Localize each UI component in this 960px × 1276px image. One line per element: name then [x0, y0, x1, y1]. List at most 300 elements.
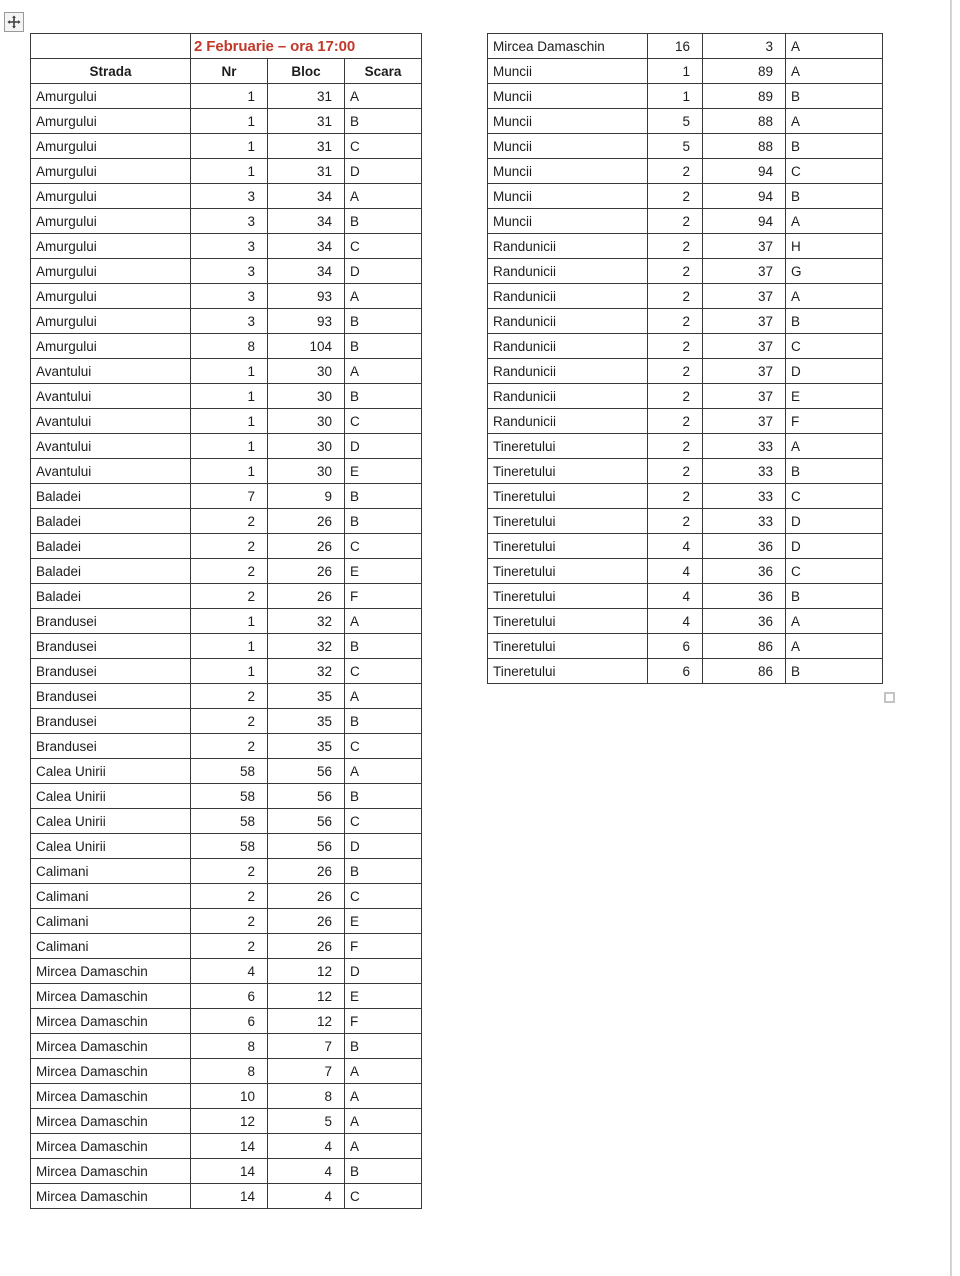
cell-strada: Randunicii: [488, 334, 648, 359]
cell-bloc: 36: [703, 609, 786, 634]
cell-scara: A: [345, 1084, 422, 1109]
cell-nr: 14: [191, 1159, 268, 1184]
cell-bloc: 37: [703, 284, 786, 309]
cell-bloc: 26: [268, 934, 345, 959]
cell-strada: Randunicii: [488, 259, 648, 284]
table-row: [488, 509, 883, 534]
cell-strada: Baladei: [31, 559, 191, 584]
table-row: [31, 384, 422, 409]
cell-scara: B: [786, 184, 883, 209]
table-row: [31, 659, 422, 684]
cell-bloc: 56: [268, 784, 345, 809]
cell-scara: C: [786, 484, 883, 509]
cell-scara: A: [345, 84, 422, 109]
cell-strada: Avantului: [31, 384, 191, 409]
cell-bloc: 37: [703, 259, 786, 284]
cell-bloc: 35: [268, 684, 345, 709]
cell-bloc: 26: [268, 509, 345, 534]
cell-bloc: 94: [703, 184, 786, 209]
table-move-handle-icon[interactable]: [4, 12, 24, 32]
cell-bloc: 35: [268, 734, 345, 759]
table-row: [31, 559, 422, 584]
cell-scara: D: [786, 509, 883, 534]
cell-strada: Randunicii: [488, 284, 648, 309]
table-row: [31, 84, 422, 109]
cell-strada: Mircea Damaschin: [488, 34, 648, 59]
cell-strada: Tineretului: [488, 459, 648, 484]
table-row: [488, 459, 883, 484]
page-edge-divider: [950, 0, 952, 1276]
cell-scara: C: [345, 534, 422, 559]
cell-bloc: 3: [703, 34, 786, 59]
table-row: [31, 909, 422, 934]
cell-bloc: 12: [268, 1009, 345, 1034]
cell-nr: 2: [648, 459, 703, 484]
table-row: [31, 1084, 422, 1109]
table-right-body: [488, 34, 883, 684]
cell-strada: Muncii: [488, 109, 648, 134]
cell-nr: 2: [648, 434, 703, 459]
table-row: [31, 1059, 422, 1084]
cell-scara: D: [786, 534, 883, 559]
cell-scara: A: [786, 59, 883, 84]
cell-bloc: 30: [268, 459, 345, 484]
table-row: [488, 659, 883, 684]
column-header-strada: Strada: [31, 59, 191, 84]
cell-strada: Amurgului: [31, 209, 191, 234]
table-row: [488, 584, 883, 609]
cell-strada: Tineretului: [488, 659, 648, 684]
cell-scara: A: [786, 284, 883, 309]
cell-strada: Amurgului: [31, 309, 191, 334]
table-row: [31, 209, 422, 234]
cell-scara: E: [345, 984, 422, 1009]
table-row: [488, 109, 883, 134]
table-row: [31, 234, 422, 259]
table-row: [31, 509, 422, 534]
cell-bloc: 35: [268, 709, 345, 734]
cell-nr: 4: [648, 609, 703, 634]
cell-scara: A: [345, 1134, 422, 1159]
cell-strada: Mircea Damaschin: [31, 959, 191, 984]
table-row: [488, 284, 883, 309]
cell-scara: B: [345, 109, 422, 134]
cell-nr: 2: [191, 934, 268, 959]
cell-scara: F: [345, 934, 422, 959]
cell-strada: Amurgului: [31, 109, 191, 134]
cell-nr: 14: [191, 1184, 268, 1209]
cell-scara: B: [345, 334, 422, 359]
cell-nr: 2: [191, 509, 268, 534]
table-left-body: [31, 34, 422, 1209]
cell-strada: Muncii: [488, 84, 648, 109]
cell-strada: Muncii: [488, 209, 648, 234]
cell-nr: 2: [191, 734, 268, 759]
cell-bloc: 31: [268, 84, 345, 109]
table-row: [488, 34, 883, 59]
cell-bloc: 26: [268, 859, 345, 884]
cell-bloc: 33: [703, 509, 786, 534]
table-row: [31, 459, 422, 484]
cell-nr: 2: [191, 584, 268, 609]
cell-scara: C: [345, 409, 422, 434]
cell-strada: Mircea Damaschin: [31, 1009, 191, 1034]
cell-bloc: 56: [268, 834, 345, 859]
table-row: [31, 1159, 422, 1184]
cell-nr: 8: [191, 1034, 268, 1059]
table-row: [488, 334, 883, 359]
cell-nr: 2: [191, 884, 268, 909]
cell-scara: D: [345, 834, 422, 859]
cell-scara: C: [345, 734, 422, 759]
cell-strada: Calimani: [31, 909, 191, 934]
cell-scara: B: [345, 784, 422, 809]
table-row: [488, 259, 883, 284]
cell-bloc: 30: [268, 359, 345, 384]
cell-nr: 3: [191, 234, 268, 259]
cell-nr: 1: [191, 384, 268, 409]
cell-strada: Amurgului: [31, 84, 191, 109]
cell-scara: B: [345, 209, 422, 234]
cell-scara: A: [345, 359, 422, 384]
cell-strada: Muncii: [488, 59, 648, 84]
cell-scara: C: [786, 159, 883, 184]
table-row: [31, 859, 422, 884]
cell-strada: Amurgului: [31, 259, 191, 284]
cell-bloc: 31: [268, 159, 345, 184]
cell-nr: 1: [191, 409, 268, 434]
cell-strada: Tineretului: [488, 509, 648, 534]
table-row: [31, 959, 422, 984]
cell-nr: 5: [648, 109, 703, 134]
cell-bloc: 37: [703, 334, 786, 359]
cell-nr: 4: [648, 584, 703, 609]
cell-bloc: 32: [268, 659, 345, 684]
cell-scara: B: [786, 584, 883, 609]
cell-bloc: 26: [268, 584, 345, 609]
cell-scara: B: [786, 309, 883, 334]
cell-bloc: 32: [268, 634, 345, 659]
cell-scara: C: [786, 334, 883, 359]
cell-strada: Baladei: [31, 584, 191, 609]
cell-bloc: 8: [268, 1084, 345, 1109]
cell-nr: 2: [648, 409, 703, 434]
cell-strada: Baladei: [31, 484, 191, 509]
cell-strada: Brandusei: [31, 609, 191, 634]
cell-scara: C: [345, 659, 422, 684]
table-row: [31, 159, 422, 184]
cell-scara: B: [786, 134, 883, 159]
cell-strada: Muncii: [488, 159, 648, 184]
cell-nr: 2: [648, 159, 703, 184]
table-row: [31, 984, 422, 1009]
cell-bloc: 94: [703, 159, 786, 184]
cell-nr: 2: [648, 284, 703, 309]
cell-scara: B: [786, 459, 883, 484]
cell-strada: Amurgului: [31, 234, 191, 259]
table-row: [31, 1184, 422, 1209]
cell-scara: A: [786, 34, 883, 59]
cell-strada: Calea Unirii: [31, 809, 191, 834]
cell-bloc: 12: [268, 959, 345, 984]
cell-strada: Brandusei: [31, 709, 191, 734]
cell-strada: Tineretului: [488, 584, 648, 609]
cell-nr: 3: [191, 309, 268, 334]
cell-strada: Baladei: [31, 509, 191, 534]
cell-scara: A: [345, 284, 422, 309]
table-row: [31, 184, 422, 209]
cell-nr: 6: [648, 634, 703, 659]
cell-scara: F: [345, 1009, 422, 1034]
cell-nr: 12: [191, 1109, 268, 1134]
cell-scara: B: [345, 509, 422, 534]
cell-strada: Calea Unirii: [31, 784, 191, 809]
cell-bloc: 12: [268, 984, 345, 1009]
cell-bloc: 26: [268, 559, 345, 584]
cell-nr: 6: [191, 984, 268, 1009]
cell-bloc: 26: [268, 884, 345, 909]
cell-scara: C: [345, 809, 422, 834]
cell-nr: 4: [648, 559, 703, 584]
cell-scara: E: [345, 559, 422, 584]
column-header-bloc: Bloc: [268, 59, 345, 84]
table-row: [488, 559, 883, 584]
table-row: [31, 834, 422, 859]
cell-nr: 16: [648, 34, 703, 59]
cell-nr: 2: [648, 309, 703, 334]
cell-bloc: 34: [268, 184, 345, 209]
cell-nr: 58: [191, 784, 268, 809]
cell-strada: Randunicii: [488, 309, 648, 334]
cell-scara: E: [786, 384, 883, 409]
cell-strada: Brandusei: [31, 634, 191, 659]
cell-scara: A: [786, 609, 883, 634]
cell-scara: D: [786, 359, 883, 384]
table-row: [488, 309, 883, 334]
cell-scara: B: [345, 709, 422, 734]
cell-nr: 58: [191, 834, 268, 859]
cell-bloc: 7: [268, 1059, 345, 1084]
cell-bloc: 4: [268, 1184, 345, 1209]
cell-nr: 58: [191, 809, 268, 834]
cell-strada: Avantului: [31, 409, 191, 434]
cell-bloc: 56: [268, 759, 345, 784]
cell-strada: Mircea Damaschin: [31, 1184, 191, 1209]
cell-bloc: 93: [268, 284, 345, 309]
cell-bloc: 89: [703, 59, 786, 84]
cell-strada: Avantului: [31, 459, 191, 484]
cell-bloc: 34: [268, 209, 345, 234]
cell-nr: 1: [191, 134, 268, 159]
table-row: [488, 434, 883, 459]
cell-scara: B: [345, 859, 422, 884]
cell-scara: C: [345, 884, 422, 909]
table-row: [31, 109, 422, 134]
cell-strada: Avantului: [31, 359, 191, 384]
cell-scara: D: [345, 434, 422, 459]
table-row: [31, 634, 422, 659]
cell-strada: Tineretului: [488, 559, 648, 584]
cell-nr: 1: [191, 359, 268, 384]
cell-nr: 3: [191, 259, 268, 284]
cell-nr: 1: [648, 84, 703, 109]
cell-scara: B: [345, 634, 422, 659]
cell-bloc: 31: [268, 134, 345, 159]
cell-nr: 1: [191, 459, 268, 484]
cell-scara: A: [786, 434, 883, 459]
cell-nr: 2: [648, 484, 703, 509]
cell-scara: B: [345, 484, 422, 509]
cell-scara: G: [786, 259, 883, 284]
cell-nr: 8: [191, 1059, 268, 1084]
table-row: [488, 634, 883, 659]
table-row: [31, 1009, 422, 1034]
table-row: [31, 484, 422, 509]
cell-strada: Randunicii: [488, 409, 648, 434]
cell-bloc: 26: [268, 909, 345, 934]
cell-bloc: 34: [268, 259, 345, 284]
cell-nr: 2: [191, 684, 268, 709]
cell-nr: 6: [191, 1009, 268, 1034]
cell-strada: Randunicii: [488, 359, 648, 384]
cell-nr: 4: [648, 534, 703, 559]
cell-scara: H: [786, 234, 883, 259]
table-row: [31, 359, 422, 384]
cell-scara: C: [345, 234, 422, 259]
cell-bloc: 88: [703, 109, 786, 134]
cell-nr: 2: [648, 359, 703, 384]
table-row: [488, 384, 883, 409]
table-row: [31, 334, 422, 359]
cell-strada: Randunicii: [488, 234, 648, 259]
cell-bloc: 37: [703, 384, 786, 409]
table-row: [488, 159, 883, 184]
cell-bloc: 32: [268, 609, 345, 634]
cell-bloc: 36: [703, 584, 786, 609]
table-title-row: [31, 34, 422, 59]
cell-strada: Amurgului: [31, 159, 191, 184]
cell-bloc: 37: [703, 359, 786, 384]
cell-bloc: 30: [268, 384, 345, 409]
cell-bloc: 30: [268, 409, 345, 434]
cell-strada: Amurgului: [31, 284, 191, 309]
cell-scara: D: [345, 959, 422, 984]
table-row: [31, 809, 422, 834]
table-row: [31, 709, 422, 734]
cell-bloc: 33: [703, 459, 786, 484]
cell-scara: F: [786, 409, 883, 434]
cell-scara: A: [345, 684, 422, 709]
cell-bloc: 86: [703, 659, 786, 684]
cell-bloc: 26: [268, 534, 345, 559]
table-row: [31, 884, 422, 909]
cell-nr: 2: [191, 909, 268, 934]
table-row: [31, 784, 422, 809]
table-title: 2 Februarie – ora 17:00: [191, 34, 422, 59]
cell-strada: Muncii: [488, 184, 648, 209]
cell-nr: 58: [191, 759, 268, 784]
cell-nr: 1: [191, 634, 268, 659]
cell-strada: Amurgului: [31, 134, 191, 159]
cell-scara: A: [345, 1059, 422, 1084]
cell-nr: 4: [191, 959, 268, 984]
title-blank-cell: [31, 34, 191, 59]
table-row: [488, 59, 883, 84]
cell-nr: 1: [648, 59, 703, 84]
table-row: [31, 1109, 422, 1134]
cell-nr: 3: [191, 184, 268, 209]
cell-nr: 10: [191, 1084, 268, 1109]
cell-bloc: 104: [268, 334, 345, 359]
table-row: [488, 209, 883, 234]
cell-strada: Calea Unirii: [31, 759, 191, 784]
table-header-row: [31, 59, 422, 84]
cell-strada: Tineretului: [488, 534, 648, 559]
table-row: [488, 184, 883, 209]
cell-bloc: 56: [268, 809, 345, 834]
cell-bloc: 36: [703, 559, 786, 584]
schedule-table-right: [487, 33, 883, 684]
cell-strada: Mircea Damaschin: [31, 1109, 191, 1134]
cell-nr: 2: [648, 234, 703, 259]
cell-nr: 1: [191, 609, 268, 634]
cell-nr: 5: [648, 134, 703, 159]
cell-bloc: 94: [703, 209, 786, 234]
cell-bloc: 5: [268, 1109, 345, 1134]
cell-strada: Avantului: [31, 434, 191, 459]
table-row: [31, 134, 422, 159]
cell-scara: B: [786, 84, 883, 109]
table-row: [31, 609, 422, 634]
table-row: [31, 1134, 422, 1159]
cell-bloc: 34: [268, 234, 345, 259]
cell-scara: C: [345, 134, 422, 159]
cell-strada: Mircea Damaschin: [31, 984, 191, 1009]
table-resize-handle-icon[interactable]: [884, 692, 895, 703]
cell-nr: 2: [191, 534, 268, 559]
cell-bloc: 89: [703, 84, 786, 109]
cell-scara: D: [345, 259, 422, 284]
cell-scara: A: [786, 109, 883, 134]
cell-strada: Mircea Damaschin: [31, 1159, 191, 1184]
cell-strada: Mircea Damaschin: [31, 1059, 191, 1084]
cell-strada: Amurgului: [31, 184, 191, 209]
cell-scara: A: [345, 184, 422, 209]
cell-strada: Brandusei: [31, 684, 191, 709]
cell-bloc: 9: [268, 484, 345, 509]
cell-nr: 1: [191, 84, 268, 109]
table-row: [31, 409, 422, 434]
cell-scara: C: [786, 559, 883, 584]
table-row: [31, 759, 422, 784]
cell-nr: 2: [648, 384, 703, 409]
cell-strada: Tineretului: [488, 484, 648, 509]
table-row: [31, 734, 422, 759]
cell-nr: 1: [191, 159, 268, 184]
cell-strada: Calimani: [31, 859, 191, 884]
cell-nr: 3: [191, 284, 268, 309]
schedule-table-left: [30, 33, 422, 1209]
cell-nr: 7: [191, 484, 268, 509]
column-header-scara: Scara: [345, 59, 422, 84]
cell-strada: Tineretului: [488, 634, 648, 659]
cell-nr: 2: [648, 184, 703, 209]
cell-nr: 14: [191, 1134, 268, 1159]
cell-bloc: 30: [268, 434, 345, 459]
cell-nr: 2: [648, 334, 703, 359]
cell-bloc: 86: [703, 634, 786, 659]
cell-strada: Muncii: [488, 134, 648, 159]
